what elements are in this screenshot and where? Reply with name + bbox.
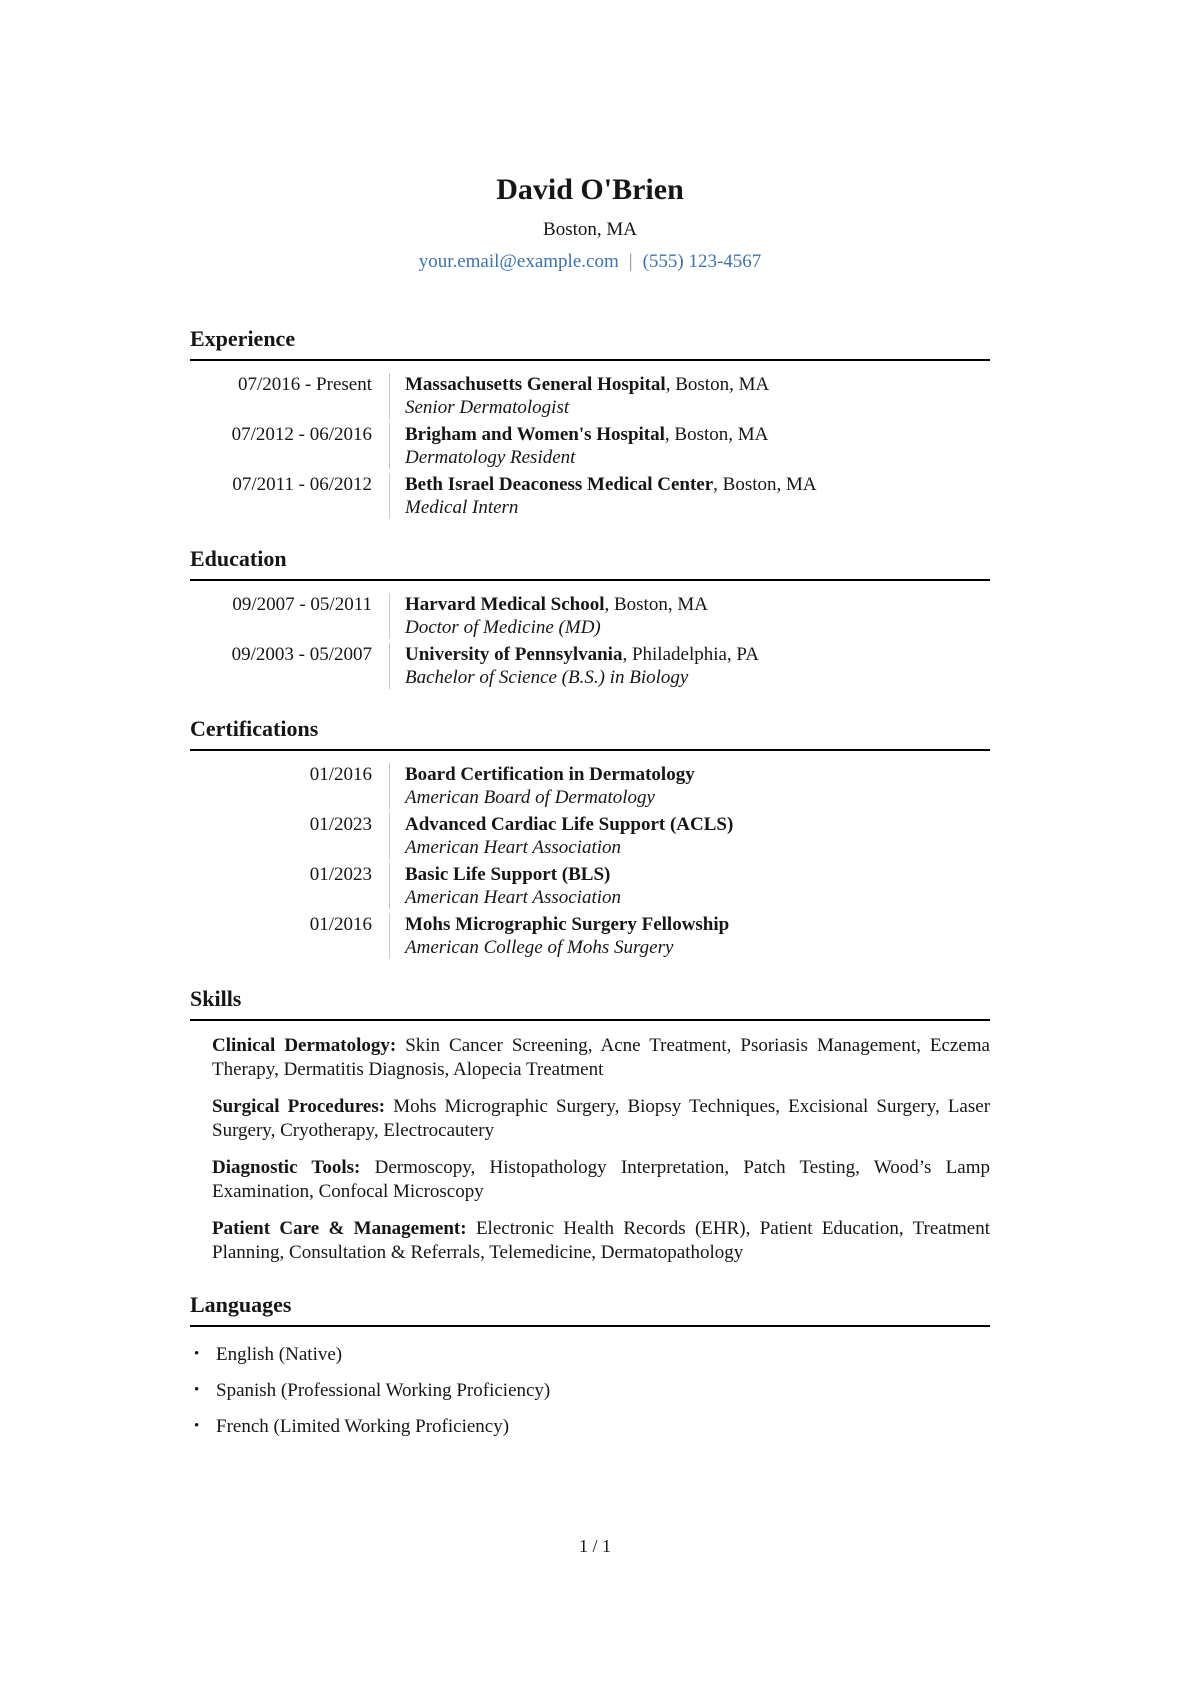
language-item (190, 1343, 990, 1368)
entry-dates: 01/2023 (309, 864, 372, 885)
entry-body (389, 373, 990, 419)
certification-name: Advanced Cardiac Life Support (ACLS) (405, 814, 734, 835)
entry-headline (405, 593, 990, 616)
language-label: English (Native) (216, 1344, 343, 1365)
experience-entry (190, 423, 990, 469)
certification-issuer: American Heart Association (405, 837, 622, 858)
entry-headline (405, 373, 990, 396)
company-name: Brigham and Women's Hospital (405, 424, 665, 445)
section-title-languages: Languages (190, 1291, 990, 1327)
certification-name: Mohs Micrographic Surgery Fellowship (405, 914, 730, 935)
skill-values: Electronic Health Records (EHR), Patient Education, Treatment Planning, Consultation & Referrals, Telemedicine, Dermatopathology (212, 1218, 991, 1263)
entry-dates: 09/2007 - 05/2011 (232, 594, 372, 615)
skill-group (190, 1217, 990, 1265)
bullet-icon: • (194, 1346, 200, 1362)
bullet-icon: • (194, 1382, 200, 1398)
resume-header (190, 172, 990, 273)
certification-name: Board Certification in Dermatology (405, 764, 695, 785)
entry-body (389, 473, 990, 519)
section-languages (190, 1291, 990, 1440)
section-certifications (190, 715, 990, 959)
person-location: Boston, MA (543, 219, 637, 240)
job-title: Medical Intern (405, 497, 519, 518)
certification-entry (190, 863, 990, 909)
school-location: , Philadelphia, PA (622, 644, 759, 665)
section-title-education: Education (190, 545, 990, 581)
language-list (190, 1343, 990, 1440)
skill-group (190, 1095, 990, 1143)
skill-label: Surgical Procedures: (212, 1096, 386, 1117)
school-name: University of Pennsylvania (405, 644, 623, 665)
person-name: David O'Brien (496, 173, 684, 206)
section-title-experience: Experience (190, 325, 990, 361)
entry-headline (405, 473, 990, 496)
skill-values: Dermoscopy, Histopathology Interpretation, Patch Testing, Wood’s Lamp Examination, Confocal Microscopy (212, 1157, 991, 1202)
certification-entry (190, 813, 990, 859)
degree: Bachelor of Science (B.S.) in Biology (405, 667, 689, 688)
entry-dates: 07/2011 - 06/2012 (232, 474, 372, 495)
entry-body (389, 643, 990, 689)
skill-label: Clinical Dermatology: (212, 1035, 397, 1056)
entry-dates: 07/2016 - Present (237, 374, 372, 395)
skill-label: Patient Care & Management: (212, 1218, 467, 1239)
company-location: , Boston, MA (665, 374, 770, 395)
language-label: Spanish (Professional Working Proficiency) (216, 1380, 551, 1401)
entry-body (389, 423, 990, 469)
job-title: Dermatology Resident (405, 447, 576, 468)
section-title-certifications: Certifications (190, 715, 990, 751)
education-entry (190, 643, 990, 689)
skill-group (190, 1034, 990, 1082)
company-location: , Boston, MA (664, 424, 769, 445)
contact-line (190, 250, 990, 273)
certification-entry (190, 913, 990, 959)
job-title: Senior Dermatologist (405, 397, 570, 418)
company-name: Beth Israel Deaconess Medical Center (405, 474, 714, 495)
entry-headline (405, 643, 990, 666)
email-link[interactable]: your.email@example.com (418, 251, 619, 272)
entry-body (389, 913, 990, 959)
entry-body (389, 763, 990, 809)
certification-issuer: American College of Mohs Surgery (405, 937, 674, 958)
contact-separator: | (628, 251, 633, 272)
skill-label: Diagnostic Tools: (212, 1157, 361, 1178)
entry-dates: 01/2023 (309, 814, 372, 835)
section-education (190, 545, 990, 689)
certification-issuer: American Board of Dermatology (405, 787, 655, 808)
entry-dates: 01/2016 (309, 914, 372, 935)
experience-entry (190, 373, 990, 419)
education-entry (190, 593, 990, 639)
entry-body (389, 813, 990, 859)
entry-dates: 09/2003 - 05/2007 (231, 644, 372, 665)
certification-issuer: American Heart Association (405, 887, 622, 908)
section-experience (190, 325, 990, 519)
experience-entry (190, 473, 990, 519)
entry-headline (405, 423, 990, 446)
bullet-icon: • (194, 1418, 200, 1434)
entry-dates: 01/2016 (309, 764, 372, 785)
entry-body (389, 593, 990, 639)
page-number: 1 / 1 (578, 1536, 611, 1556)
skill-values: Mohs Micrographic Surgery, Biopsy Techniques, Excisional Surgery, Laser Surgery, Cryotherapy, Electrocautery (212, 1096, 991, 1141)
school-location: , Boston, MA (604, 594, 708, 615)
school-name: Harvard Medical School (405, 594, 605, 615)
section-title-skills: Skills (190, 985, 990, 1021)
degree: Doctor of Medicine (MD) (405, 617, 601, 638)
certification-entry (190, 763, 990, 809)
language-item (190, 1379, 990, 1404)
language-label: French (Limited Working Proficiency) (216, 1416, 510, 1437)
section-skills (190, 985, 990, 1265)
phone-link[interactable]: (555) 123-4567 (642, 251, 762, 272)
certification-name: Basic Life Support (BLS) (405, 864, 611, 885)
company-location: , Boston, MA (713, 474, 817, 495)
skill-group (190, 1156, 990, 1204)
entry-body (389, 863, 990, 909)
company-name: Massachusetts General Hospital (405, 374, 666, 395)
skill-values: Skin Cancer Screening, Acne Treatment, Psoriasis Management, Eczema Therapy, Dermatitis Diagnosis, Alopecia Treatment (212, 1035, 990, 1080)
entry-dates: 07/2012 - 06/2016 (231, 424, 372, 445)
language-item (190, 1415, 990, 1440)
